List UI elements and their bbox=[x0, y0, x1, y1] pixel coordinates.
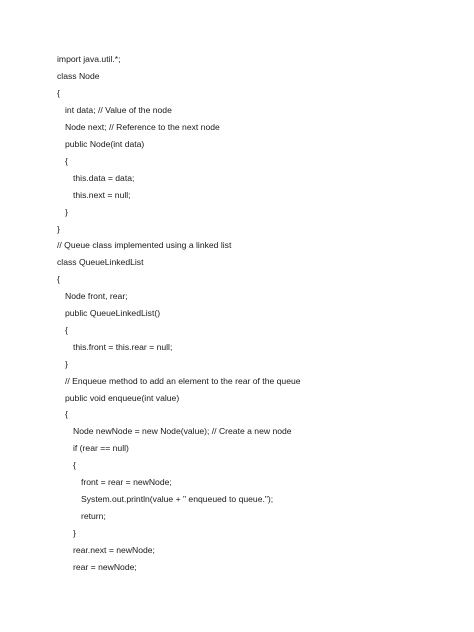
code-line: { bbox=[57, 88, 60, 98]
code-line: this.front = this.rear = null; bbox=[73, 342, 173, 352]
code-line: } bbox=[65, 359, 68, 369]
code-line: this.data = data; bbox=[73, 173, 135, 183]
code-line: { bbox=[65, 156, 68, 166]
code-line: { bbox=[65, 409, 68, 419]
code-line: rear = newNode; bbox=[73, 562, 137, 572]
code-line: this.next = null; bbox=[73, 190, 131, 200]
code-line: } bbox=[73, 528, 76, 538]
code-line: public void enqueue(int value) bbox=[65, 393, 180, 403]
code-line: front = rear = newNode; bbox=[81, 477, 172, 487]
code-line: rear.next = newNode; bbox=[73, 545, 155, 555]
code-line: if (rear == null) bbox=[73, 443, 129, 453]
code-line: System.out.println(value + " enqueued to queue."); bbox=[81, 494, 274, 504]
code-line: } bbox=[57, 224, 60, 234]
code-line: public Node(int data) bbox=[65, 139, 145, 149]
code-line: { bbox=[65, 325, 68, 335]
code-line: // Queue class implemented using a linked list bbox=[57, 240, 232, 250]
code-line: class QueueLinkedList bbox=[57, 257, 144, 267]
code-line: Node front, rear; bbox=[65, 291, 128, 301]
code-line: // Enqueue method to add an element to the rear of the queue bbox=[65, 376, 301, 386]
code-line: class Node bbox=[57, 71, 100, 81]
code-line: Node next; // Reference to the next node bbox=[65, 122, 220, 132]
code-line: int data; // Value of the node bbox=[65, 105, 172, 115]
code-line: { bbox=[73, 460, 76, 470]
code-line: { bbox=[57, 274, 60, 284]
code-line: Node newNode = new Node(value); // Create a new node bbox=[73, 426, 292, 436]
code-line: } bbox=[65, 207, 68, 217]
code-line: public QueueLinkedList() bbox=[65, 308, 161, 318]
code-line: return; bbox=[81, 511, 106, 521]
code-line: import java.util.*; bbox=[57, 54, 121, 64]
